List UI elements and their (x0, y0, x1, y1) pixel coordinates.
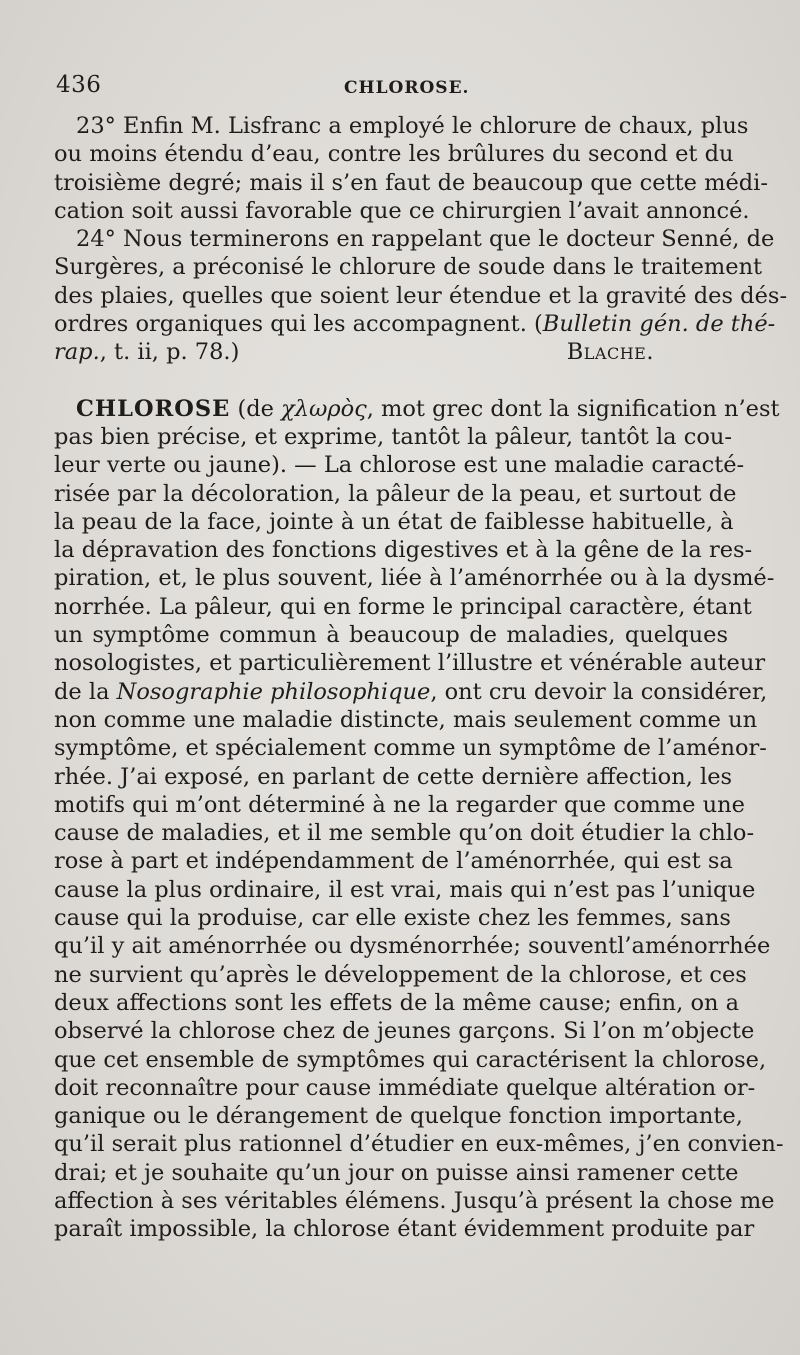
text-line: ne survient qu’après le développement de la chlorose, et ces (54, 961, 747, 988)
text-line: deux affections sont les effets de la même cause; enfin, on a (54, 989, 740, 1016)
text-segment: , t. ii, p. 78.) (99, 339, 240, 366)
chlorose-article (54, 395, 784, 1244)
text-line: la dépravation des fonctions digestives et à la gêne de la res- (54, 537, 753, 564)
text-line: ganique ou le dérangement de quelque fonction importante, (54, 1103, 743, 1130)
text-segment: ordres organiques qui les accompagnent. ( (54, 311, 543, 338)
text-line: observé la chlorose chez de jeunes garçons. Si l’on m’objecte (54, 1018, 755, 1045)
signoff-line (54, 338, 728, 366)
author-signature: Blache. (566, 339, 654, 366)
page-number: 436 (56, 72, 102, 98)
page-body (54, 112, 788, 1244)
text-line: que cet ensemble de symptômes qui caractérisent la chlorose, (54, 1046, 767, 1073)
text-line: symptôme, et spécialement comme un symptôme de l’aménor- (54, 735, 767, 762)
text-line: 23° Enfin M. Lisfranc a employé le chlorure de chaux, plus (76, 113, 749, 139)
text-line: la peau de la face, jointe à un état de faiblesse habituelle, à (54, 508, 734, 535)
text-line: paraît impossible, la chlorose étant évidemment produite par (54, 1216, 755, 1243)
text-line: piration, et, le plus souvent, liée à l’aménorrhée ou à la dysmé- (54, 565, 775, 592)
text-line: ou moins étendu d’eau, contre les brûlures du second et du (54, 141, 734, 168)
paragraph-24 (54, 225, 788, 366)
text-line: cause qui la produise, car elle existe chez les femmes, sans (54, 905, 731, 932)
running-title: CHLOROSE. (344, 78, 470, 98)
text-line: doit reconnaître pour cause immédiate quelque altération or- (54, 1074, 756, 1101)
text-line: motifs qui m’ont déterminé à ne la regarder que comme une (54, 791, 745, 818)
text-segment: , ont cru devoir la considérer, (430, 678, 768, 705)
citation-end (54, 338, 239, 366)
text-line: qu’il serait plus rationnel d’étudier en eux-mêmes, j’en convien- (54, 1131, 784, 1158)
citation-italic: rap. (54, 339, 100, 366)
text-line: nosologistes, et particulièrement l’illustre et vénérable auteur (54, 650, 766, 677)
text-line: troisième degré; mais il s’en faut de beaucoup que cette médi- (54, 169, 768, 196)
page-header (56, 72, 728, 108)
text-line: rose à part et indépendamment de l’aménorrhée, qui est sa (54, 848, 733, 875)
text-line: qu’il y ait aménorrhée ou dysménorrhée; souventl’aménorrhée (54, 933, 771, 960)
paragraph-23 (54, 112, 768, 225)
text-line (54, 395, 780, 423)
text-line: un symptôme commun à beaucoup de maladies, quelques (54, 622, 728, 649)
section-gap (54, 367, 728, 395)
text-line: rhée. J’ai exposé, en parlant de cette dernière affection, les (54, 763, 733, 790)
text-segment: de la (54, 678, 117, 705)
text-line: risée par la décoloration, la pâleur de la peau, et surtout de (54, 480, 737, 507)
text-line: leur verte ou jaune). — La chlorose est une maladie caracté- (54, 452, 745, 479)
text-line: cation soit aussi favorable que ce chirurgien l’avait annoncé. (54, 197, 750, 224)
text-segment: (de (230, 395, 282, 422)
text-line: cause la plus ordinaire, il est vrai, mais qui n’est pas l’unique (54, 876, 756, 903)
article-headword: CHLOROSE (76, 395, 231, 422)
text-line: non comme une maladie distincte, mais seulement comme un (54, 706, 758, 733)
book-title-italic: Nosographie philosophique (116, 678, 431, 705)
text-line (54, 678, 768, 706)
text-line: Surgères, a préconisé le chlorure de soude dans le traitement (54, 254, 763, 281)
text-line: pas bien précise, et exprime, tantôt la pâleur, tantôt la cou- (54, 423, 732, 450)
text-line: norrhée. La pâleur, qui en forme le principal caractère, étant (54, 593, 752, 620)
text-line: 24° Nous terminerons en rappelant que le docteur Senné, de (76, 226, 775, 253)
text-line (54, 310, 776, 338)
greek-word: χλωρὸς (281, 395, 367, 422)
text-line: affection à ses véritables élémens. Jusqu’à présent la chose me (54, 1187, 775, 1214)
text-line: cause de maladies, et il me semble qu’on doit étudier la chlo- (54, 820, 755, 847)
text-segment: , mot grec dont la signification n’est (366, 395, 780, 422)
text-line: drai; et je souhaite qu’un jour on puisse ainsi ramener cette (54, 1159, 739, 1186)
text-line: des plaies, quelles que soient leur étendue et la gravité des dés- (54, 282, 788, 309)
citation-italic: Bulletin gén. de thé- (542, 311, 776, 338)
